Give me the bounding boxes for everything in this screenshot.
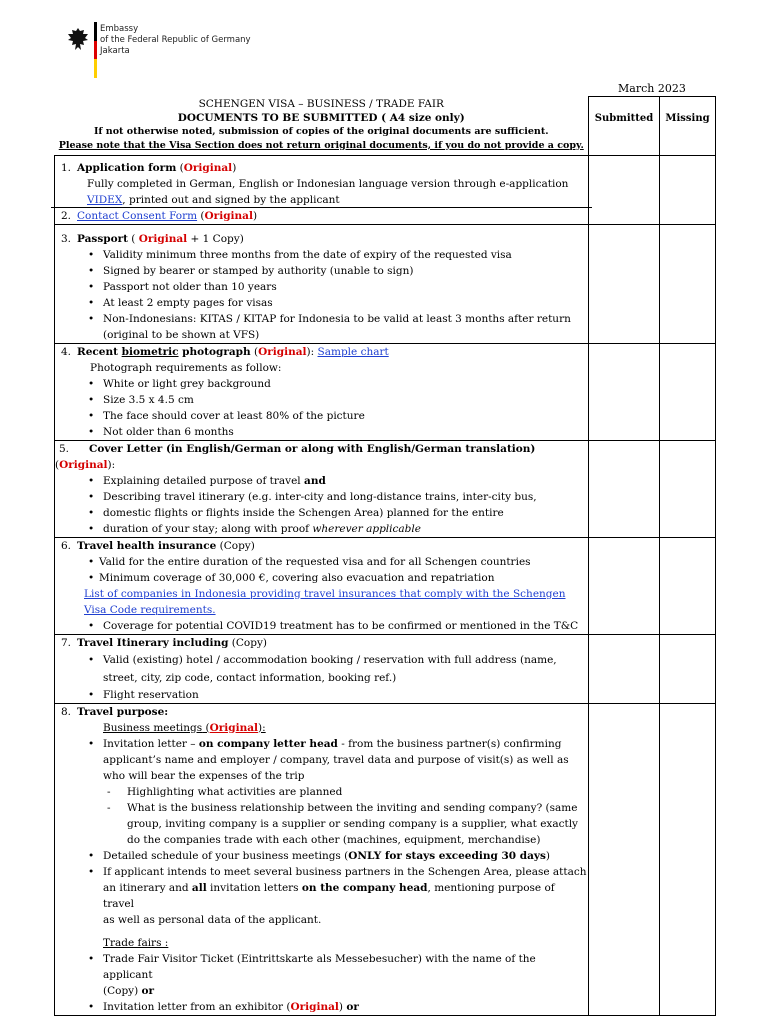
business-meetings-heading: Business meetings [103, 721, 203, 734]
insurance-companies-link[interactable]: List of companies in Indonesia providing travel insurances that comply with the Schengen [84, 587, 566, 600]
list-item: • Trade Fair Visitor Ticket (Eintrittskarte als Messebesucher) with the name of the applicant [55, 951, 588, 983]
table-row [55, 155, 716, 224]
list-item: • Passport not older than 10 years [55, 279, 588, 295]
contact-consent-form-link[interactable]: Contact Consent Form [77, 209, 198, 222]
original-label: Original [59, 458, 108, 471]
item-title: Travel purpose: [77, 705, 169, 718]
table-row [55, 703, 716, 1015]
column-submitted: Submitted [589, 97, 660, 156]
original-label: Original [138, 232, 188, 245]
list-item: • If applicant intends to meet several business partners in the Schengen Area, please attach [55, 864, 588, 880]
item-title: Travel Itinerary including [77, 636, 229, 649]
submitted-checkbox-cell[interactable] [589, 703, 660, 1015]
original-label: Original [290, 1000, 339, 1013]
list-item: • Describing travel itinerary (e.g. inter-city and long-distance trains, inter-city bus, [55, 489, 588, 505]
document-date: March 2023 [618, 82, 686, 95]
originals-note: Please note that the Visa Section does not return original documents, if you do not provide a copy. [58, 139, 584, 151]
original-label: Original [204, 209, 253, 222]
submitted-checkbox-cell[interactable] [589, 634, 660, 703]
embassy-line-2: of the Federal Republic of Germany [100, 35, 251, 45]
item-title: Passport [77, 232, 128, 245]
item-number: 2. [60, 209, 71, 222]
original-label: Original [209, 721, 259, 734]
item-title: Travel health insurance [77, 539, 217, 552]
list-item: • White or light grey background [55, 376, 588, 392]
list-item: • Signed by bearer or stamped by authority (unable to sign) [55, 263, 588, 279]
embassy-line-1: Embassy [100, 24, 139, 34]
sub-list-item-continued: do the companies trade with each other (machines, equipment, merchandise) [127, 833, 541, 846]
submitted-checkbox-cell[interactable] [589, 155, 660, 224]
list-item: • Coverage for potential COVID19 treatment has to be confirmed or mentioned in the T&C [55, 618, 588, 634]
embassy-name [100, 24, 251, 57]
document-title: SCHENGEN VISA – BUSINESS / TRADE FAIR [198, 97, 444, 110]
item-description: Fully completed in German, English or Indonesian language version through e-application [87, 177, 569, 190]
item-title: Application form [77, 161, 177, 174]
document-subtitle: DOCUMENTS TO BE SUBMITTED ( A4 size only) [177, 111, 465, 124]
item-travel-purpose: 8. Travel purpose: Business meetings (Original): • Invitation letter – on company letter head - from the business partner(s) confirming applicant’s name and employer / company, travel data and purpose of visit(s) as well as who will bear the expenses of the trip - Highlighting what activities are planned - What is the business relationship between the inviting and sending company? (same group, inviting company is a supplier or sending company is a supplier, what exactly do the companies trade with each other (machines, equipment, merchandise) • Detailed schedule of your business meetings (ONLY for stays exceeding 30 days) • If applicant intends to meet several business partners in the Schengen Area, please attach an itinerary and all invitation letters on the company head, mentioning purpose of travel as well as personal data of the applicant. Trade fairs : • Trade Fair Visitor Ticket (Eintrittskarte als Messebesucher) with the name of the applicant (Copy) or • Invitation letter from an exhibitor (Original) or [55, 703, 589, 1015]
list-item: • Not older than 6 months [55, 424, 588, 440]
item-travel-itinerary: 7. Travel Itinerary including (Copy) • Valid (existing) hotel / accommodation booking / reservation with full address (name, street, city, zip code, contact information, booking ref.) • Flight reservation [55, 634, 589, 703]
submitted-checkbox-cell[interactable] [589, 224, 660, 343]
list-item: • Valid (existing) hotel / accommodation booking / reservation with full address (name, [55, 651, 588, 669]
item-application-form: 1. Application form (Original) Fully completed in German, English or Indonesian language version through e-application VIDEX, printed out and signed by the applicant 2. Contact Consent Form (Original) [55, 155, 589, 224]
item-travel-health-insurance: 6. Travel health insurance (Copy) • Valid for the entire duration of the requested visa and for all Schengen countries • Minimum coverage of 30,000 €, covering also evacuation and repatriation List of companies in Indonesia providing travel insurances that comply with the Schengen Visa Code requirements. • Coverage for potential COVID19 treatment has to be confirmed or mentioned in the T&C [55, 537, 589, 634]
list-item: • Flight reservation [55, 687, 588, 703]
item-number: 1. [60, 161, 71, 174]
missing-checkbox-cell[interactable] [660, 343, 716, 440]
table-row [55, 537, 716, 634]
list-item: • At least 2 empty pages for visas [55, 295, 588, 311]
german-flag-bar [94, 22, 97, 78]
list-item: • domestic flights or flights inside the Schengen Area) planned for the entire [55, 505, 588, 521]
missing-checkbox-cell[interactable] [660, 155, 716, 224]
missing-checkbox-cell[interactable] [660, 634, 716, 703]
list-item-continued: (original to be shown at VFS) [103, 328, 260, 341]
list-item: • Validity minimum three months from the date of expiry of the requested visa [55, 247, 588, 263]
missing-checkbox-cell[interactable] [660, 703, 716, 1015]
header-cell [55, 97, 589, 156]
item-title: Cover Letter (in English/German or along with English/German translation) [89, 442, 536, 455]
column-missing: Missing [660, 97, 716, 156]
submitted-checkbox-cell[interactable] [589, 343, 660, 440]
sample-chart-link[interactable]: Sample chart [317, 345, 389, 358]
submitted-checkbox-cell[interactable] [589, 440, 660, 537]
missing-checkbox-cell[interactable] [660, 440, 716, 537]
table-header-row [55, 97, 716, 156]
embassy-line-3: Jakarta [100, 46, 130, 56]
list-item: • The face should cover at least 80% of the picture [55, 408, 588, 424]
list-item-continued: street, city, zip code, contact information, booking ref.) [103, 671, 397, 684]
insurance-companies-link-continued[interactable]: Visa Code requirements. [84, 603, 216, 616]
item-passport: 3. Passport ( Original + 1 Copy) • Validity minimum three months from the date of expiry of the requested visa • Signed by bearer or stamped by authority (unable to sign) • Passport not older than 10 years • At least 2 empty pages for visas • Non-Indonesians: KITAS / KITAP for Indonesia to be valid at least 3 months after return (original to be shown at VFS) [55, 224, 589, 343]
item-cover-letter: 5. Cover Letter (in English/German or along with English/German translation) (Original): • Explaining detailed purpose of travel and • Describing travel itinerary (e.g. inter-city and long-distance trains, inter-city bus, • domestic flights or flights inside the Schengen Area) planned for the entire • duration of your stay; along with proof wherever applicable [55, 440, 589, 537]
sub-list-item: - Highlighting what activities are planned [55, 784, 588, 800]
videx-link[interactable]: VIDEX [87, 193, 123, 206]
list-item: • Size 3.5 x 4.5 cm [55, 392, 588, 408]
trade-fairs-heading: Trade fairs : [103, 936, 169, 949]
original-label: Original [258, 345, 307, 358]
sub-list-item-continued: group, inviting company is a supplier or sending company is a supplier, what exactly [127, 817, 578, 830]
list-item-continued: as well as personal data of the applicant. [103, 913, 322, 926]
list-item-continued: applicant’s name and employer / company, travel data and purpose of visit(s) as well as [103, 753, 569, 766]
list-item: • Valid for the entire duration of the requested visa and for all Schengen countries [55, 554, 588, 570]
original-label: Original [183, 161, 233, 174]
federal-eagle-icon [66, 26, 90, 52]
sub-list-item: - What is the business relationship between the inviting and sending company? (same [55, 800, 588, 816]
documents-checklist-table [54, 96, 716, 1016]
copies-note: If not otherwise noted, submission of copies of the original documents are sufficient. [93, 125, 549, 137]
missing-checkbox-cell[interactable] [660, 224, 716, 343]
table-row [55, 343, 716, 440]
missing-checkbox-cell[interactable] [660, 537, 716, 634]
list-item: • Minimum coverage of 30,000 €, covering also evacuation and repatriation [55, 570, 588, 586]
table-row [55, 224, 716, 343]
item-photograph: 4. Recent biometric photograph (Original): Sample chart Photograph requirements as follow: • White or light grey background • Size 3.5 x 4.5 cm • The face should cover at least 80% of the picture • Not older than 6 months [55, 343, 589, 440]
table-row [55, 440, 716, 537]
table-row [55, 634, 716, 703]
submitted-checkbox-cell[interactable] [589, 537, 660, 634]
photo-requirements-intro: Photograph requirements as follow: [90, 361, 282, 374]
list-item: • Non-Indonesians: KITAS / KITAP for Indonesia to be valid at least 3 months after return [55, 311, 588, 327]
list-item-continued: who will bear the expenses of the trip [103, 769, 305, 782]
